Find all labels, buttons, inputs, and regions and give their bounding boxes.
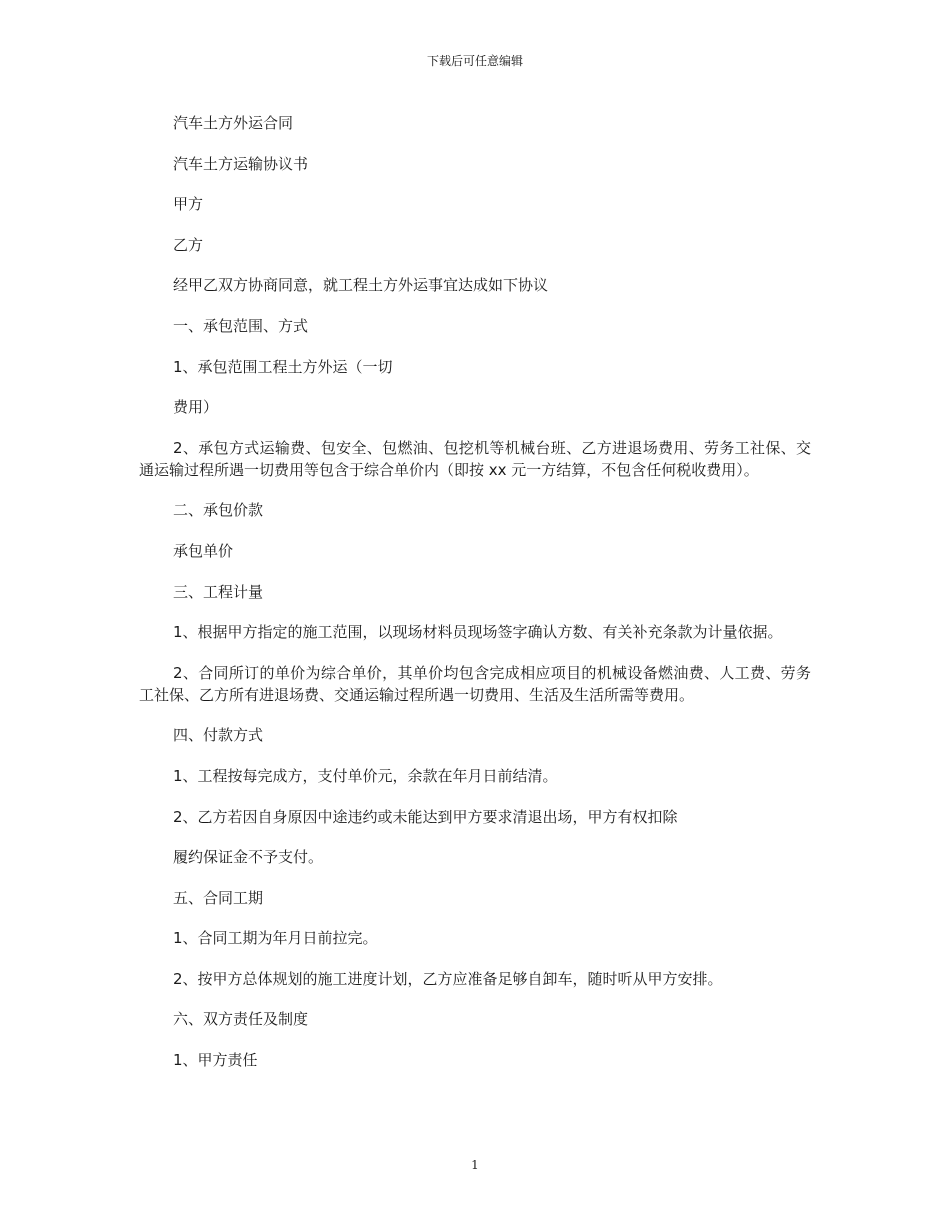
clause-schedule-2: 2、按甲方总体规划的施工进度计划，乙方应准备足够自卸车，随时听从甲方安排。 [173,969,723,988]
agreement-title: 汽车土方运输协议书 [173,154,309,173]
document-title: 汽车土方外运合同 [173,114,294,132]
clause-payment-2-cont: 履约保证金不予支付。 [173,848,324,867]
clause-schedule-1: 1、合同工期为年月日前拉完。 [173,929,378,948]
clause-scope-1: 1、承包范围工程土方外运（一切 [173,357,393,376]
clause-unit-price: 承包单价 [173,541,234,560]
section-heading-responsibilities: 六、双方责任及制度 [173,1010,309,1029]
party-b-label: 乙方 [173,235,204,254]
clause-payment-2: 2、乙方若因自身原因中途违约或未能达到甲方要求清退出场，甲方有权扣除 [173,807,678,826]
section-heading-price: 二、承包价款 [173,501,264,520]
clause-scope-1-cont: 费用） [173,398,219,417]
clause-measurement-1: 1、根据甲方指定的施工范围，以现场材料员现场签字确认方数、有关补充条款为计量依据。 [173,623,783,642]
page-header: 下载后可任意编辑 [426,54,523,68]
clause-scope-2: 2、承包方式运输费、包安全、包燃油、包挖机等机械台班、乙方进退场费用、劳务工社保、交通运输过程所遇一切费用等包含于综合单价内（即按 xx 元一方结算，不包含任何税收费用）。 [139,438,811,479]
section-heading-payment: 四、付款方式 [173,726,264,745]
clause-measurement-2: 2、合同所订的单价为综合单价，其单价均包含完成相应项目的机械设备燃油费、人工费、劳务工社保、乙方所有进退场费、交通运输过程所遇一切费用、生活及生活所需等费用。 [139,663,811,704]
clause-party-a-responsibility: 1、甲方责任 [173,1051,258,1070]
party-a-label: 甲方 [173,195,204,214]
page-number: 1 [471,1158,479,1172]
clause-payment-1: 1、工程按每完成方，支付单价元，余款在年月日前结清。 [173,766,558,785]
section-heading-schedule: 五、合同工期 [173,888,264,907]
document-body [139,112,811,1071]
preamble-paragraph: 经甲乙双方协商同意，就工程土方外运事宜达成如下协议 [173,276,549,295]
section-heading-measurement: 三、工程计量 [173,582,264,601]
section-heading-scope: 一、承包范围、方式 [173,316,309,335]
